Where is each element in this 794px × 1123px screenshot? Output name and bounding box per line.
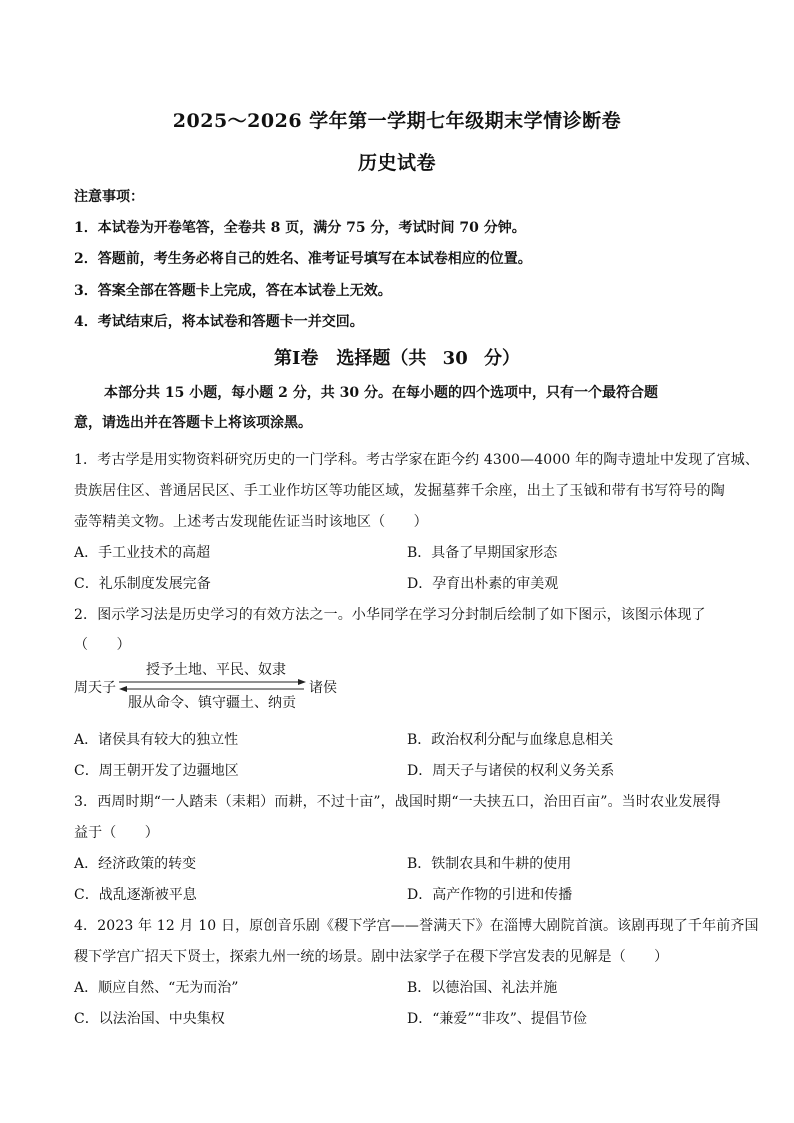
question-text: 3．西周时期“一人踏耒（耒耜）而耕，不过十亩”，战国时期“一夫挟五口，治田百亩”。当时农业发展得 [74,794,721,810]
arrow-left-head [119,686,127,692]
notice-item: 1．本试卷为开卷笔答，全卷共 8 页，满分 75 分，考试时间 70 分钟。 [74,220,526,236]
diagram-bottom-label: 服从命令、镇守疆土、纳贡 [128,695,296,711]
option-a[interactable]: A．经济政策的转变 [74,856,197,872]
notice-item: 4．考试结束后，将本试卷和答题卡一并交回。 [74,314,364,330]
notice-item: 2．答题前，考生务必将自己的姓名、准考证号填写在本试卷相应的位置。 [74,251,532,267]
option-a[interactable]: A．手工业技术的高超 [74,545,211,561]
section-title: 第Ⅰ卷 选择题（共 30 分） [273,348,520,369]
diagram-right-label: 诸侯 [309,680,337,696]
option-d[interactable]: D．周天子与诸侯的权利义务关系 [407,763,615,779]
question-text: 稷下学宫广招天下贤士，探索九州一统的场景。剧中法家学子在稷下学宫发表的见解是（ ） [74,949,669,965]
question-text: 2．图示学习法是历史学习的有效方法之一。小华同学在学习分封制后绘制了如下图示，该图示体现了 [74,607,706,623]
notice-heading: 注意事项： [74,189,144,205]
option-b[interactable]: B．政治权利分配与血缘息息相关 [407,732,614,748]
option-d[interactable]: D．高产作物的引进和传播 [407,887,573,903]
question-text: 贵族居住区、普通居民区、手工业作坊区等功能区域，发掘墓葬千余座，出土了玉钺和带有书写符号的陶 [74,483,725,499]
notice-item: 3．答案全部在答题卡上完成，答在本试卷上无效。 [74,283,392,299]
diagram-arrows [74,665,374,711]
option-d[interactable]: D．孕育出朴素的审美观 [407,576,559,592]
option-b[interactable]: B．具备了早期国家形态 [407,545,558,561]
option-b[interactable]: B．以德治国、礼法并施 [407,980,558,996]
question-text: （ ） [74,637,131,653]
diagram-top-label: 授予土地、平民、奴隶 [146,662,286,678]
question-text: 1．考古学是用实物资料研究历史的一门学科。考古学家在距今约 4300—4000 年的陶寺遗址中发现了宫城、 [74,452,760,468]
option-d[interactable]: D．“兼爱”“非攻”、提倡节俭 [407,1011,587,1027]
option-c[interactable]: C．周王朝开发了边疆地区 [74,763,239,779]
arrow-right-head [298,679,306,685]
question-text: 4．2023 年 12 月 10 日，原创音乐剧《稷下学宫——誉满天下》在淄博大剧院首演。该剧再现了千年前齐国 [74,918,759,934]
option-c[interactable]: C．以法治国、中央集权 [74,1011,225,1027]
section-intro: 意，请选出并在答题卡上将该项涂黑。 [74,415,312,431]
exam-title: 2025～2026 学年第一学期七年级期末学情诊断卷 [172,110,622,132]
option-a[interactable]: A．诸侯具有较大的独立性 [74,732,239,748]
section-intro: 本部分共 15 小题，每小题 2 分，共 30 分。在每小题的四个选项中，只有一个最符合题 [104,385,658,401]
question-text: 益于（ ） [74,825,159,841]
exam-subject: 历史试卷 [357,152,436,174]
diagram-left-label: 周天子 [74,680,116,696]
option-c[interactable]: C．战乱逐渐被平息 [74,887,197,903]
question-text: 壶等精美文物。上述考古发现能佐证当时该地区（ ） [74,514,428,530]
fengjian-diagram [74,662,374,711]
option-c[interactable]: C．礼乐制度发展完备 [74,576,211,592]
option-a[interactable]: A．顺应自然、“无为而治” [74,980,239,996]
option-b[interactable]: B．铁制农具和牛耕的使用 [407,856,572,872]
